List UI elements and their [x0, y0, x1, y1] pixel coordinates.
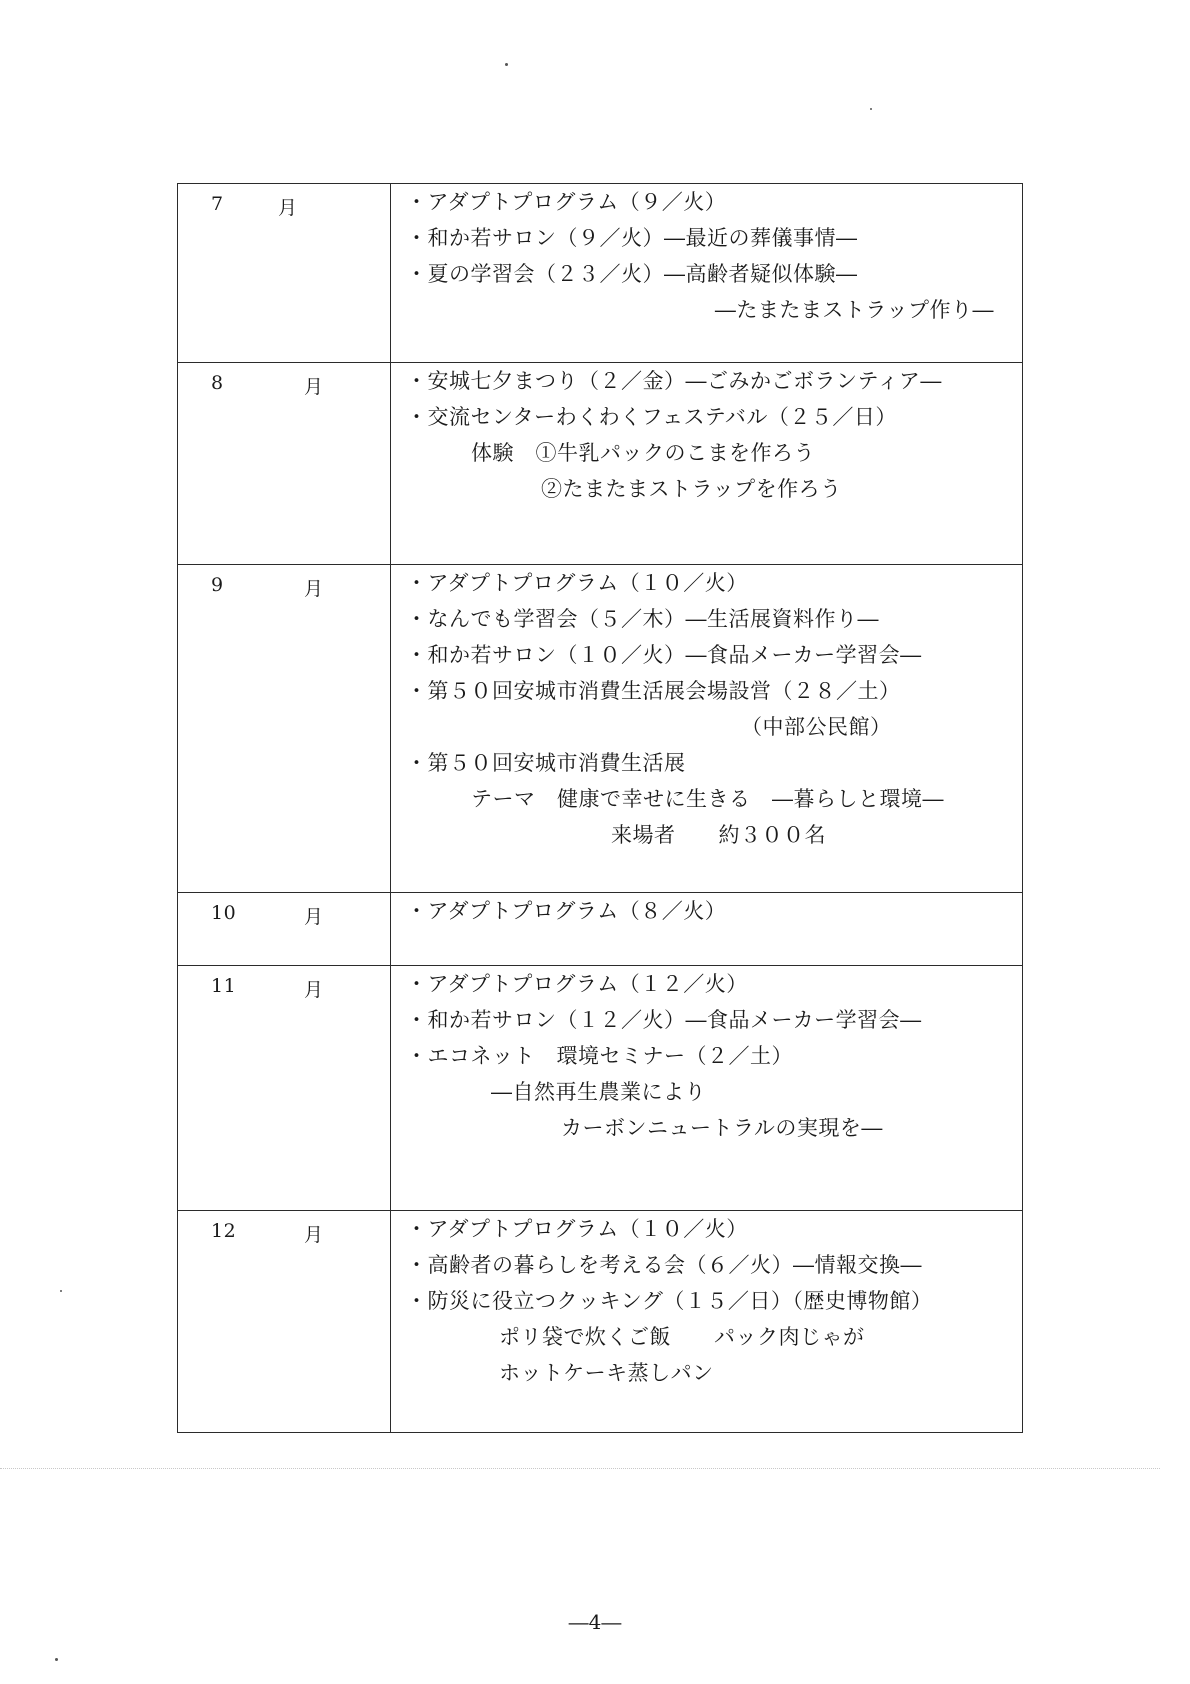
event-line: ・和か若サロン（９／火）―最近の葬儀事情―: [406, 226, 858, 250]
schedule-row-november: [178, 966, 1023, 1211]
event-line: ・アダプトプログラム（８／火）: [406, 899, 727, 923]
scan-speck: [55, 1658, 58, 1661]
events-cell: [391, 893, 1023, 966]
scan-speck: [60, 1290, 62, 1292]
event-line: ・和か若サロン（１０／火）―食品メーカー学習会―: [406, 643, 922, 667]
event-line: ・防災に役立つクッキング（１５／日）（歴史博物館）: [406, 1289, 933, 1313]
event-line: ・和か若サロン（１２／火）―食品メーカー学習会―: [406, 1008, 922, 1032]
page-number: ―4―: [568, 1610, 622, 1634]
event-line: ・アダプトプログラム（１０／火）: [406, 1217, 748, 1241]
event-line: 体験 ①牛乳パックのこまを作ろう: [471, 441, 815, 465]
event-line: ・夏の学習会（２３／火）―高齢者疑似体験―: [406, 262, 858, 286]
month-number: 8: [211, 372, 224, 394]
month-cell: [178, 1211, 391, 1433]
month-number: 10: [211, 902, 237, 924]
event-line: ・高齢者の暮らしを考える会（６／火）―情報交換―: [406, 1253, 922, 1277]
event-line: ・アダプトプログラム（１０／火）: [406, 571, 748, 595]
event-line: （中部公民館）: [741, 715, 892, 739]
event-line: ・第５０回安城市消費生活展: [406, 751, 686, 775]
month-cell: [178, 363, 391, 565]
event-line: テーマ 健康で幸せに生きる ―暮らしと環境―: [471, 787, 944, 811]
month-label: 月: [304, 376, 324, 398]
month-label: 月: [304, 906, 324, 928]
schedule-row-october: [178, 893, 1023, 966]
scan-speck: [505, 63, 508, 66]
events-cell: [391, 363, 1023, 565]
event-line: ・なんでも学習会（５／木）―生活展資料作り―: [406, 607, 879, 631]
event-line: ―たまたまストラップ作り―: [714, 298, 994, 322]
event-line: ・アダプトプログラム（９／火）: [406, 190, 727, 214]
event-line: ・安城七夕まつり（２／金）―ごみかごボランティア―: [406, 369, 942, 393]
event-line: ポリ袋で炊くご飯 パック肉じゃが: [499, 1325, 865, 1349]
month-number: 11: [211, 975, 237, 997]
month-label: 月: [278, 197, 298, 219]
month-cell: [178, 893, 391, 966]
schedule-row-december: [178, 1211, 1023, 1433]
event-line: ・交流センターわくわくフェステバル（２５／日）: [406, 405, 897, 429]
event-line: ホットケーキ蒸しパン: [499, 1361, 714, 1385]
event-line: ―自然再生農業により: [491, 1080, 706, 1104]
event-line: ・エコネット 環境セミナー（２／土）: [406, 1044, 793, 1068]
scan-dotted-rule: [0, 1468, 1160, 1469]
month-number: 9: [211, 574, 224, 596]
event-line: ②たまたまストラップを作ろう: [541, 477, 842, 501]
month-cell: [178, 565, 391, 893]
schedule-row-august: [178, 363, 1023, 565]
schedule-row-july: [178, 184, 1023, 363]
events-cell: [391, 565, 1023, 893]
month-label: 月: [304, 578, 324, 600]
month-cell: [178, 184, 391, 363]
schedule-row-september: [178, 565, 1023, 893]
event-line: ・第５０回安城市消費生活展会場設営（２８／土）: [406, 679, 901, 703]
month-number: 12: [211, 1220, 237, 1242]
events-cell: [391, 966, 1023, 1211]
month-label: 月: [304, 979, 324, 1001]
month-label: 月: [304, 1224, 324, 1246]
month-number: 7: [211, 193, 224, 215]
scan-speck: [870, 108, 872, 110]
event-line: 来場者 約３００名: [611, 823, 826, 847]
events-cell: [391, 1211, 1023, 1433]
month-cell: [178, 966, 391, 1211]
event-line: カーボンニュートラルの実現を―: [561, 1116, 883, 1140]
event-line: ・アダプトプログラム（１２／火）: [406, 972, 748, 996]
activity-schedule-table: [177, 183, 1023, 1433]
events-cell: [391, 184, 1023, 363]
